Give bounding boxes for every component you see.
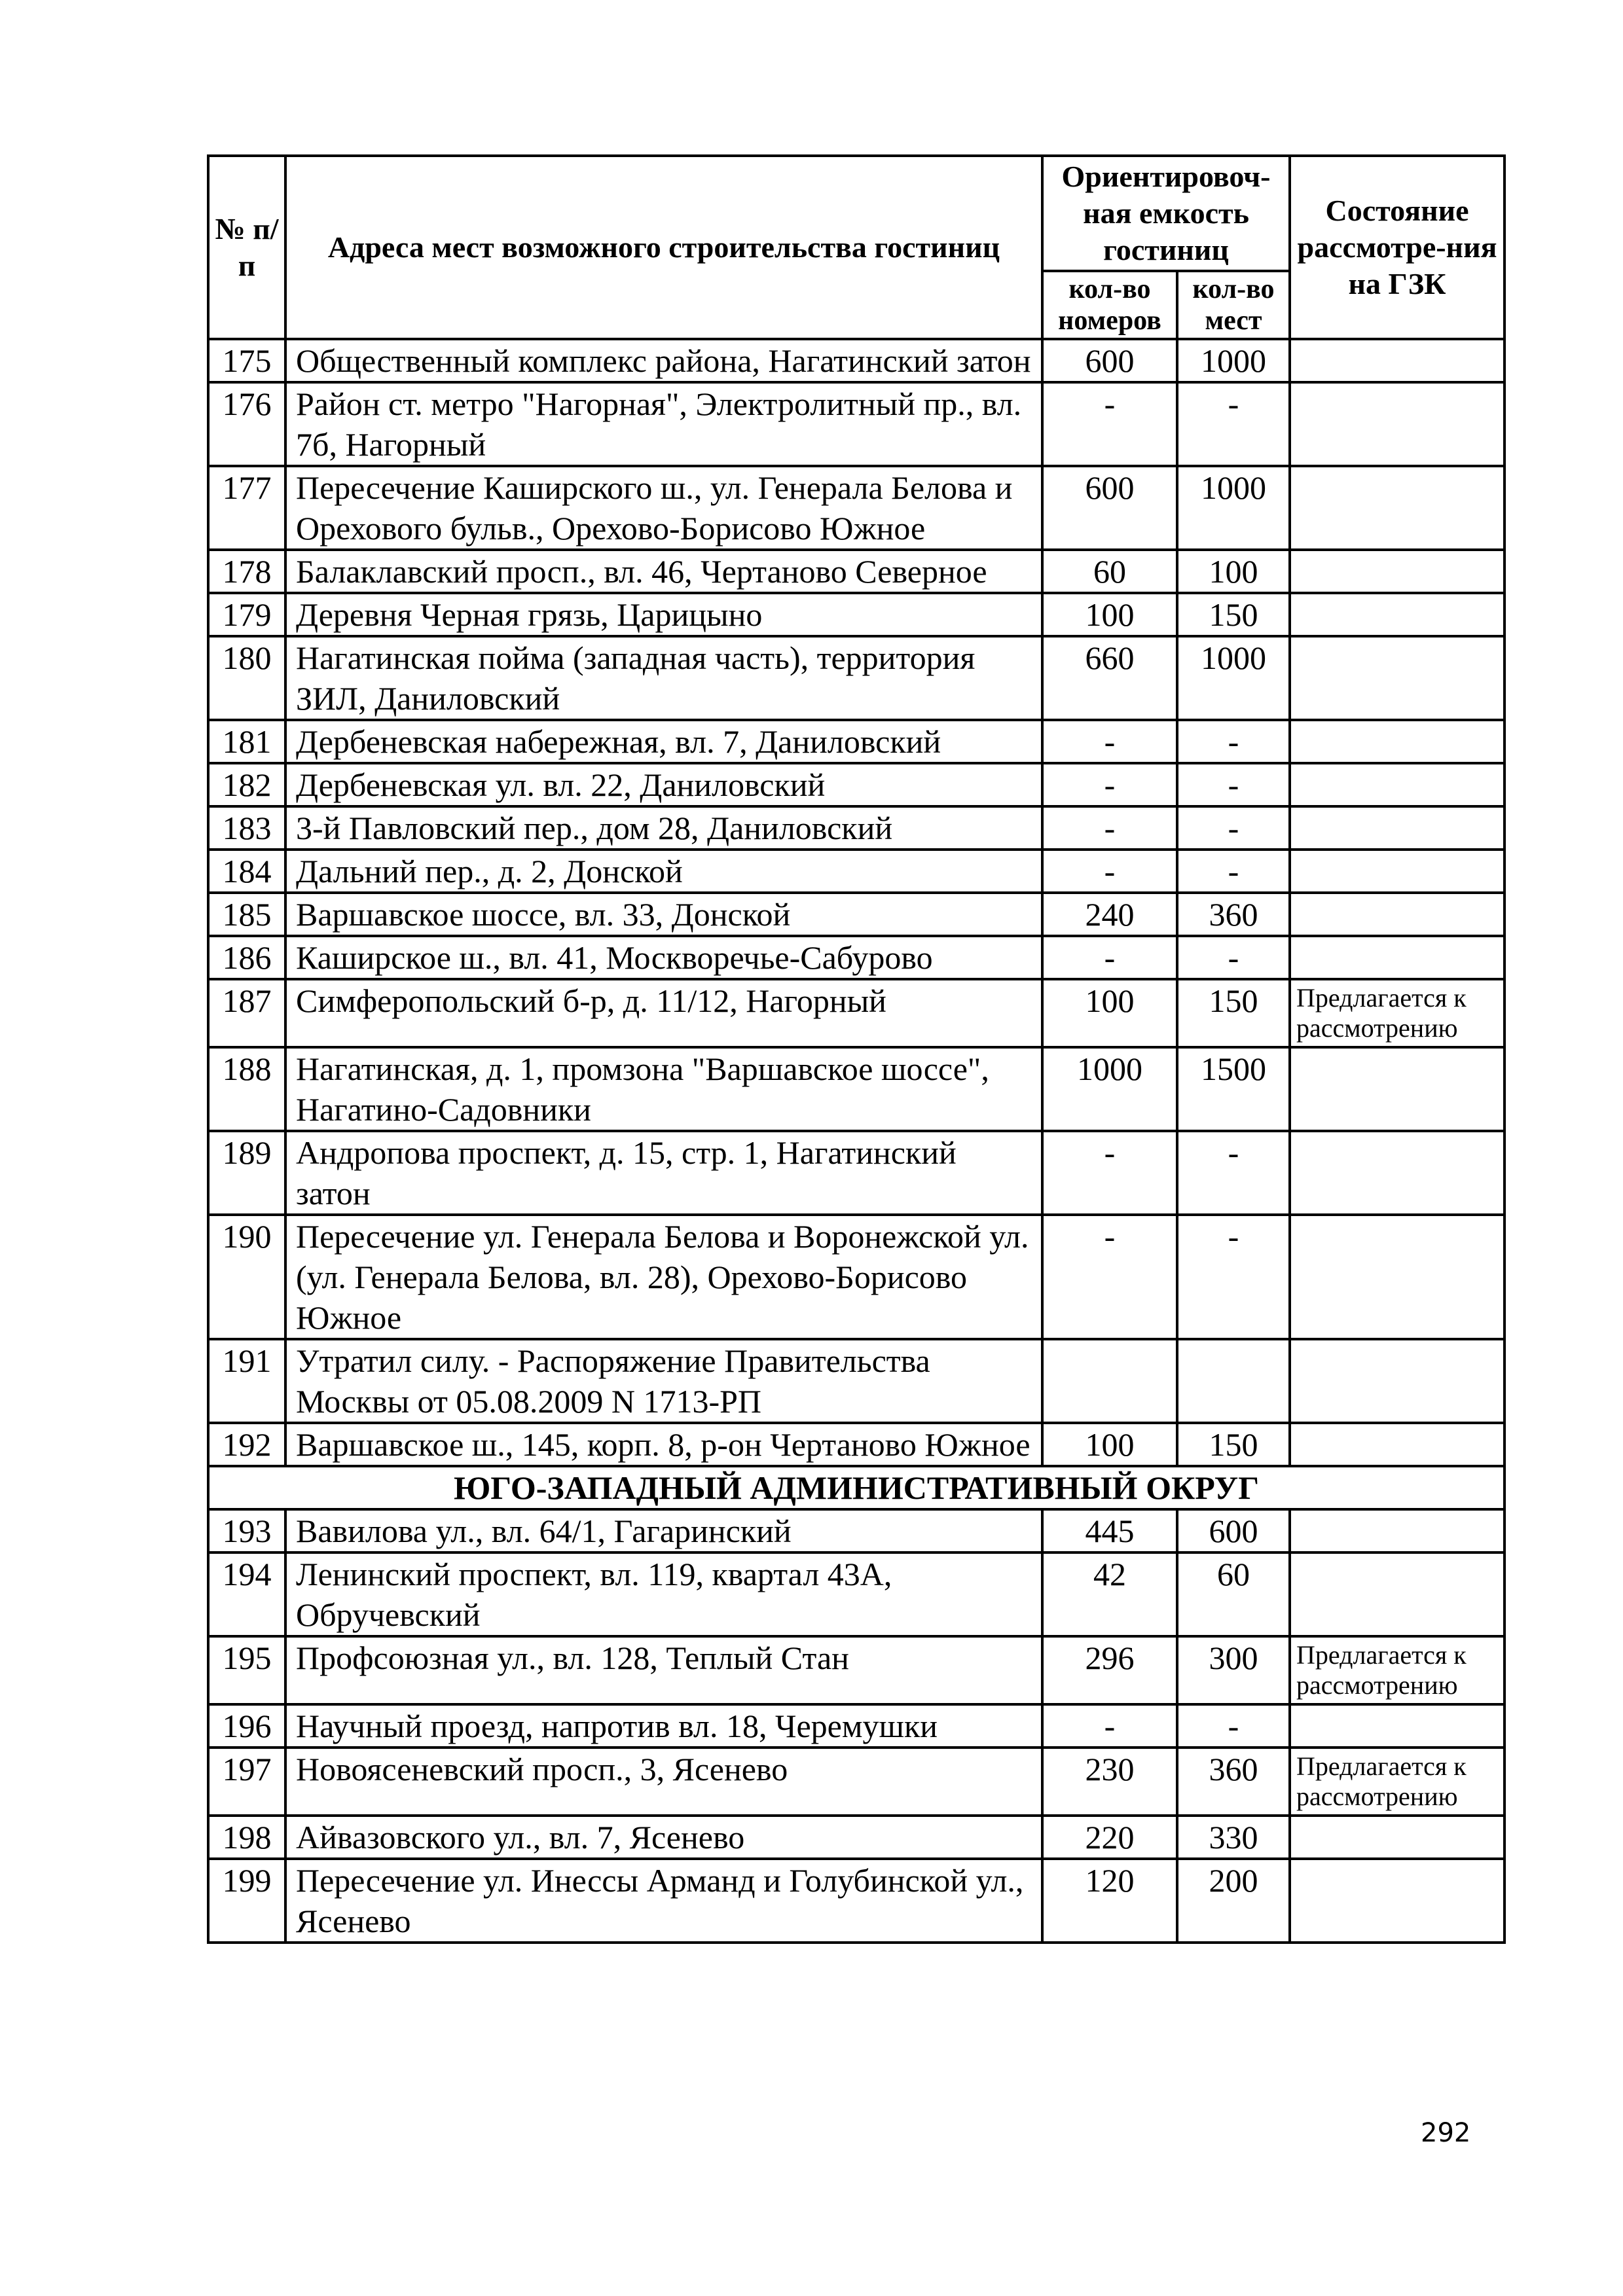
row-places: - <box>1177 806 1290 850</box>
table-row <box>208 593 1504 636</box>
row-rooms: - <box>1042 720 1177 763</box>
section-row <box>208 1466 1504 1509</box>
row-places: 150 <box>1177 593 1290 636</box>
row-places: - <box>1177 1704 1290 1748</box>
table-row <box>208 1748 1504 1816</box>
row-rooms: - <box>1042 1215 1177 1339</box>
table-row <box>208 1552 1504 1636</box>
row-places: - <box>1177 720 1290 763</box>
row-number: 181 <box>208 720 285 763</box>
row-places: 330 <box>1177 1816 1290 1859</box>
row-number: 180 <box>208 636 285 720</box>
row-rooms: 230 <box>1042 1748 1177 1816</box>
row-address: Пересечение Каширского ш., ул. Генерала Белова и Орехового бульв., Орехово-Борисово Южное <box>285 466 1042 550</box>
row-rooms: 100 <box>1042 593 1177 636</box>
row-places: 200 <box>1177 1859 1290 1943</box>
row-address: Новоясеневский просп., 3, Ясенево <box>285 1748 1042 1816</box>
page-number: 292 <box>1421 2118 1471 2148</box>
table-row <box>208 893 1504 936</box>
row-address: Утратил силу. - Распоряжение Правительства Москвы от 05.08.2009 N 1713-РП <box>285 1339 1042 1423</box>
table-row <box>208 1816 1504 1859</box>
row-number: 199 <box>208 1859 285 1943</box>
row-address: Балаклавский просп., вл. 46, Чертаново Северное <box>285 550 1042 593</box>
row-status <box>1290 1423 1504 1466</box>
table-row <box>208 763 1504 806</box>
row-places: - <box>1177 763 1290 806</box>
row-address: Деревня Черная грязь, Царицыно <box>285 593 1042 636</box>
row-number: 193 <box>208 1509 285 1552</box>
row-address: Пересечение ул. Генерала Белова и Воронежской ул. (ул. Генерала Белова, вл. 28), Орехово-Борисово Южное <box>285 1215 1042 1339</box>
row-status: Предлагается к рассмотрению <box>1290 1748 1504 1816</box>
row-places: - <box>1177 850 1290 893</box>
row-places: 100 <box>1177 550 1290 593</box>
row-number: 191 <box>208 1339 285 1423</box>
row-places: 150 <box>1177 979 1290 1047</box>
table-row <box>208 1047 1504 1131</box>
row-status <box>1290 1509 1504 1552</box>
header-capacity: Ориентировоч-ная емкость гостиниц <box>1042 156 1290 271</box>
table-row <box>208 1423 1504 1466</box>
table-row <box>208 720 1504 763</box>
row-status <box>1290 636 1504 720</box>
row-status <box>1290 1131 1504 1215</box>
row-address: Район ст. метро "Нагорная", Электролитный пр., вл. 7б, Нагорный <box>285 382 1042 466</box>
table-header <box>208 156 1504 339</box>
row-address: Симферопольский б-р, д. 11/12, Нагорный <box>285 979 1042 1047</box>
table-row <box>208 550 1504 593</box>
row-rooms: 220 <box>1042 1816 1177 1859</box>
row-rooms: 100 <box>1042 979 1177 1047</box>
row-status <box>1290 550 1504 593</box>
row-status <box>1290 1816 1504 1859</box>
row-rooms: - <box>1042 382 1177 466</box>
row-address: Общественный комплекс района, Нагатинский затон <box>285 339 1042 382</box>
table-row <box>208 1859 1504 1943</box>
row-address: Пересечение ул. Инессы Арманд и Голубинской ул., Ясенево <box>285 1859 1042 1943</box>
row-status <box>1290 382 1504 466</box>
row-rooms: - <box>1042 763 1177 806</box>
row-address: Профсоюзная ул., вл. 128, Теплый Стан <box>285 1636 1042 1704</box>
row-rooms: 120 <box>1042 1859 1177 1943</box>
row-status <box>1290 593 1504 636</box>
row-rooms: 600 <box>1042 339 1177 382</box>
section-title: ЮГО-ЗАПАДНЫЙ АДМИНИСТРАТИВНЫЙ ОКРУГ <box>208 1466 1504 1509</box>
header-num: № п/п <box>208 156 285 339</box>
row-number: 176 <box>208 382 285 466</box>
row-status <box>1290 720 1504 763</box>
row-number: 194 <box>208 1552 285 1636</box>
row-number: 183 <box>208 806 285 850</box>
row-rooms: 100 <box>1042 1423 1177 1466</box>
row-address: Айвазовского ул., вл. 7, Ясенево <box>285 1816 1042 1859</box>
header-places: кол-во мест <box>1177 271 1290 339</box>
row-status <box>1290 466 1504 550</box>
row-places: 1500 <box>1177 1047 1290 1131</box>
header-rooms: кол-во номеров <box>1042 271 1177 339</box>
row-address: Вавилова ул., вл. 64/1, Гагаринский <box>285 1509 1042 1552</box>
row-rooms: 660 <box>1042 636 1177 720</box>
row-status <box>1290 1704 1504 1748</box>
row-address: Дербеневская набережная, вл. 7, Даниловский <box>285 720 1042 763</box>
row-rooms: 1000 <box>1042 1047 1177 1131</box>
row-status <box>1290 1859 1504 1943</box>
table-section <box>208 1466 1504 1509</box>
row-number: 188 <box>208 1047 285 1131</box>
row-address: Нагатинская, д. 1, промзона "Варшавское шоссе", Нагатино-Садовники <box>285 1047 1042 1131</box>
table-row <box>208 1704 1504 1748</box>
row-rooms: 296 <box>1042 1636 1177 1704</box>
table-row <box>208 936 1504 979</box>
table-row <box>208 339 1504 382</box>
table-row <box>208 636 1504 720</box>
row-number: 184 <box>208 850 285 893</box>
hotel-sites-table <box>207 154 1506 1944</box>
row-places: - <box>1177 936 1290 979</box>
header-address: Адреса мест возможного строительства гостиниц <box>285 156 1042 339</box>
row-number: 197 <box>208 1748 285 1816</box>
row-rooms: 240 <box>1042 893 1177 936</box>
row-places <box>1177 1339 1290 1423</box>
row-rooms: 600 <box>1042 466 1177 550</box>
row-places: 600 <box>1177 1509 1290 1552</box>
table-row <box>208 1215 1504 1339</box>
row-places: 1000 <box>1177 339 1290 382</box>
row-places: - <box>1177 382 1290 466</box>
row-places: 360 <box>1177 893 1290 936</box>
row-places: - <box>1177 1131 1290 1215</box>
row-address: Научный проезд, напротив вл. 18, Черемушки <box>285 1704 1042 1748</box>
table-row <box>208 1339 1504 1423</box>
row-number: 187 <box>208 979 285 1047</box>
row-number: 198 <box>208 1816 285 1859</box>
row-status <box>1290 936 1504 979</box>
row-address: Дербеневская ул. вл. 22, Даниловский <box>285 763 1042 806</box>
row-status <box>1290 893 1504 936</box>
row-places: 360 <box>1177 1748 1290 1816</box>
table-row <box>208 1636 1504 1704</box>
row-rooms: 60 <box>1042 550 1177 593</box>
row-status <box>1290 1047 1504 1131</box>
table-row <box>208 466 1504 550</box>
row-address: 3-й Павловский пер., дом 28, Даниловский <box>285 806 1042 850</box>
row-places: - <box>1177 1215 1290 1339</box>
table-body-south <box>208 339 1504 1466</box>
row-rooms: 42 <box>1042 1552 1177 1636</box>
row-places: 1000 <box>1177 636 1290 720</box>
row-number: 192 <box>208 1423 285 1466</box>
table-row <box>208 806 1504 850</box>
table-row <box>208 1509 1504 1552</box>
row-places: 60 <box>1177 1552 1290 1636</box>
row-status <box>1290 763 1504 806</box>
row-number: 182 <box>208 763 285 806</box>
row-status <box>1290 1215 1504 1339</box>
row-number: 189 <box>208 1131 285 1215</box>
row-number: 177 <box>208 466 285 550</box>
row-number: 179 <box>208 593 285 636</box>
row-rooms: 445 <box>1042 1509 1177 1552</box>
row-rooms: - <box>1042 806 1177 850</box>
row-address: Каширское ш., вл. 41, Москворечье-Сабурово <box>285 936 1042 979</box>
row-rooms: - <box>1042 850 1177 893</box>
table-row <box>208 382 1504 466</box>
row-address: Нагатинская пойма (западная часть), территория ЗИЛ, Даниловский <box>285 636 1042 720</box>
row-address: Дальний пер., д. 2, Донской <box>285 850 1042 893</box>
row-rooms <box>1042 1339 1177 1423</box>
row-number: 186 <box>208 936 285 979</box>
row-status <box>1290 1552 1504 1636</box>
row-status: Предлагается к рассмотрению <box>1290 979 1504 1047</box>
row-number: 175 <box>208 339 285 382</box>
row-places: 1000 <box>1177 466 1290 550</box>
row-number: 178 <box>208 550 285 593</box>
row-number: 196 <box>208 1704 285 1748</box>
row-status <box>1290 806 1504 850</box>
row-number: 195 <box>208 1636 285 1704</box>
row-rooms: - <box>1042 1704 1177 1748</box>
table-row <box>208 850 1504 893</box>
row-number: 190 <box>208 1215 285 1339</box>
row-places: 150 <box>1177 1423 1290 1466</box>
row-status: Предлагается к рассмотрению <box>1290 1636 1504 1704</box>
row-address: Варшавское ш., 145, корп. 8, р-он Чертаново Южное <box>285 1423 1042 1466</box>
row-address: Варшавское шоссе, вл. 33, Донской <box>285 893 1042 936</box>
row-address: Ленинский проспект, вл. 119, квартал 43А, Обручевский <box>285 1552 1042 1636</box>
header-status: Состояние рассмотре-ния на ГЗК <box>1290 156 1504 339</box>
row-address: Андропова проспект, д. 15, стр. 1, Нагатинский затон <box>285 1131 1042 1215</box>
row-places: 300 <box>1177 1636 1290 1704</box>
row-status <box>1290 850 1504 893</box>
row-status <box>1290 1339 1504 1423</box>
table-body-southwest <box>208 1509 1504 1943</box>
table-row <box>208 1131 1504 1215</box>
row-status <box>1290 339 1504 382</box>
row-number: 185 <box>208 893 285 936</box>
table-row <box>208 979 1504 1047</box>
row-rooms: - <box>1042 1131 1177 1215</box>
row-rooms: - <box>1042 936 1177 979</box>
